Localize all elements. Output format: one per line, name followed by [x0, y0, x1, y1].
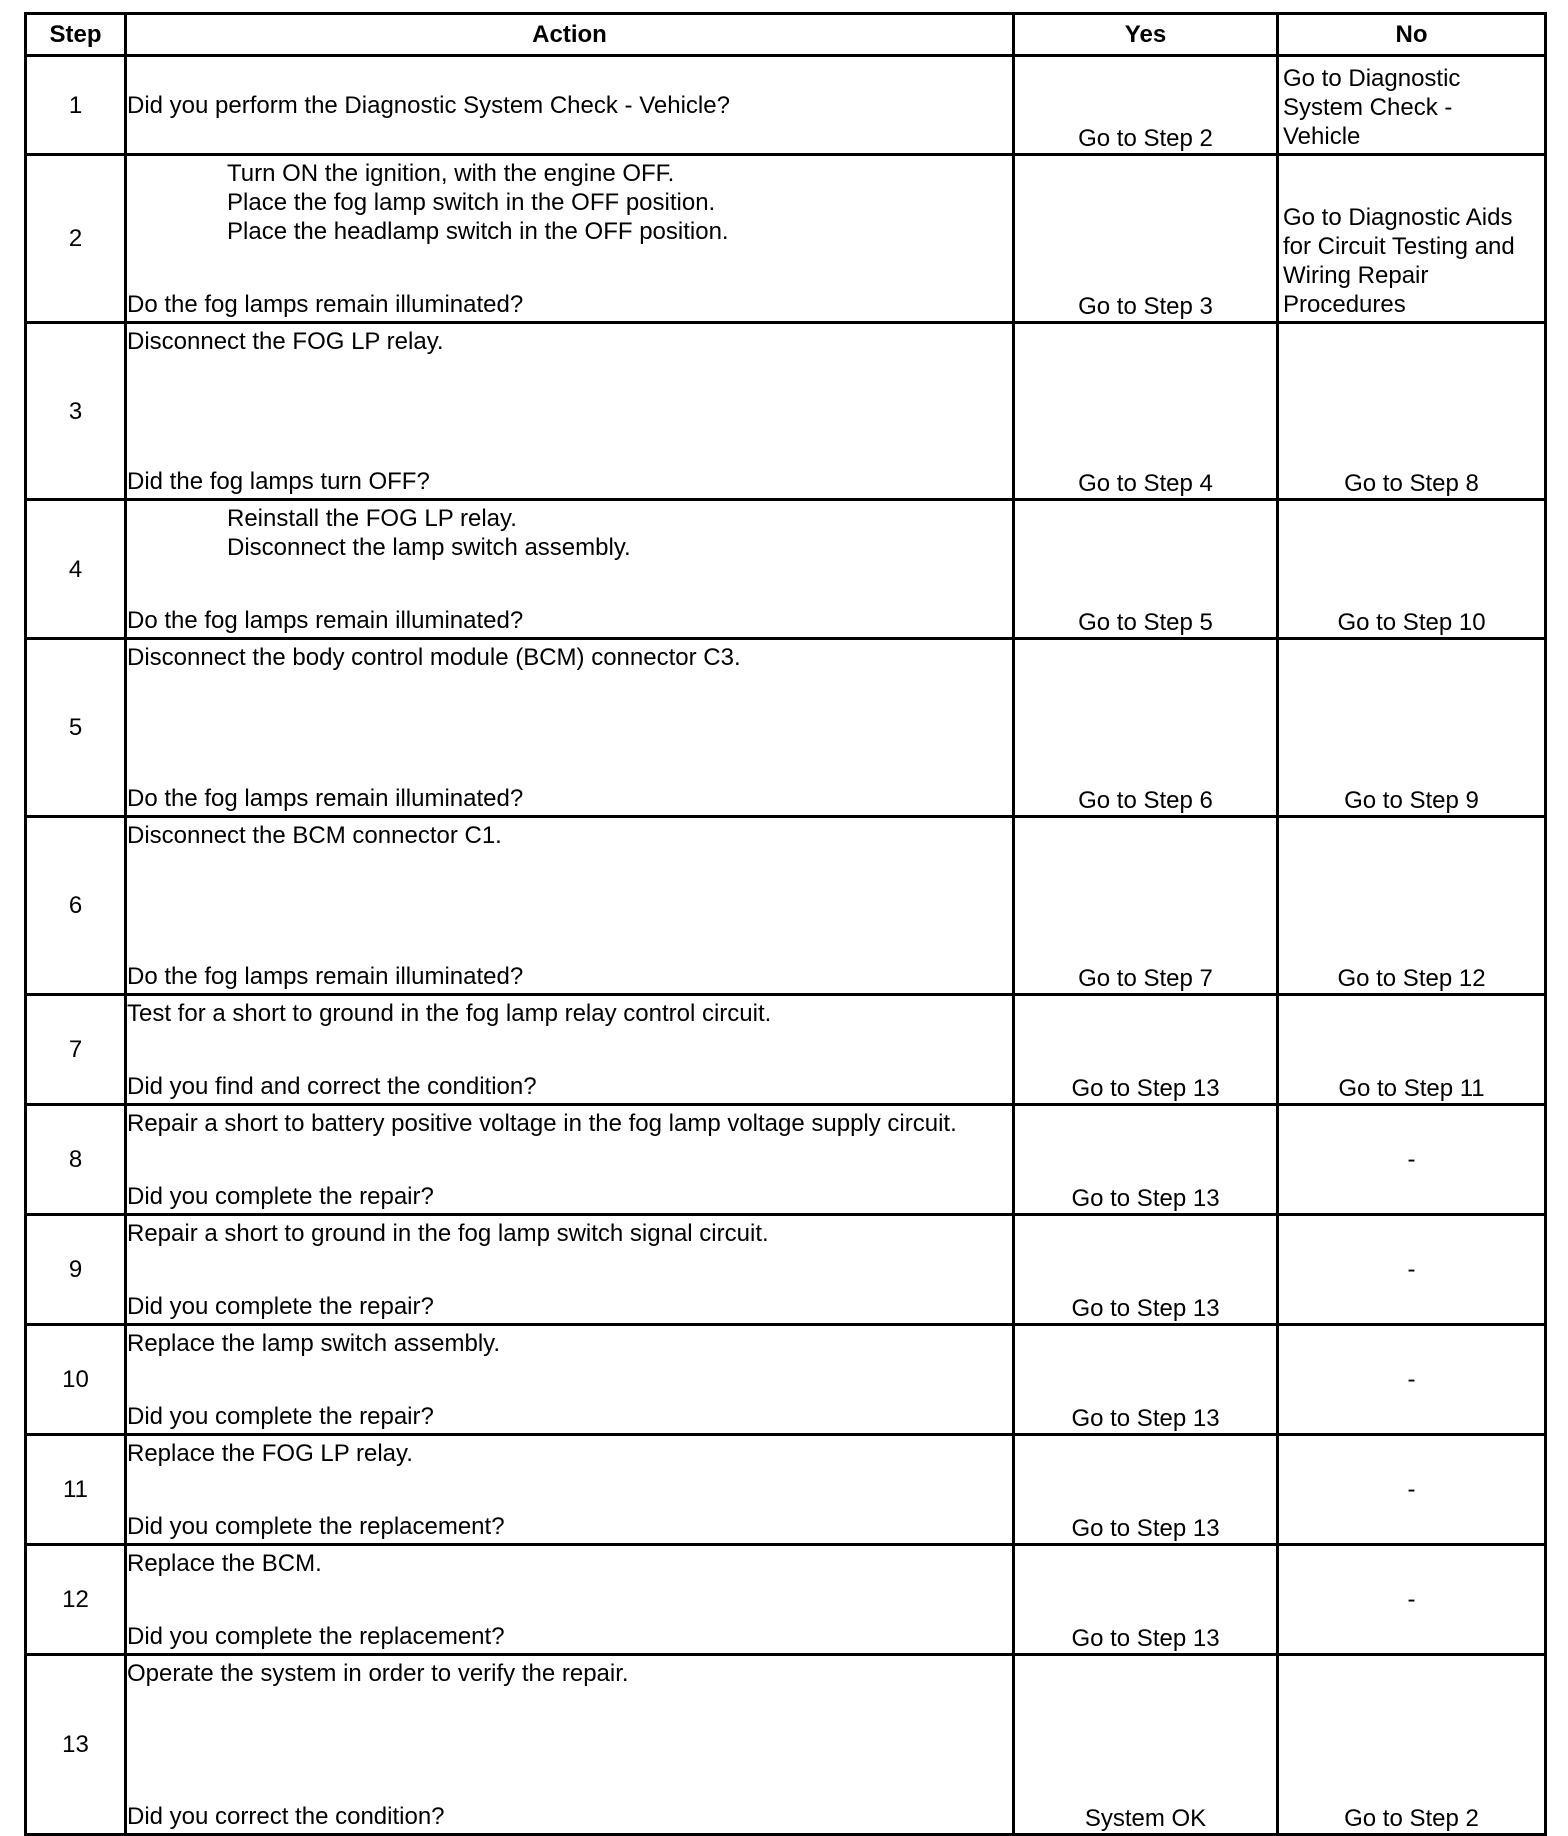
- yes-cell: Go to Step 13: [1014, 1215, 1278, 1325]
- no-line: Procedures: [1283, 291, 1406, 318]
- action-cell: [126, 500, 1014, 639]
- no-cell: Go to Step 8: [1278, 323, 1546, 500]
- no-cell: -: [1278, 1325, 1546, 1435]
- no-line: Go to Diagnostic Aids: [1283, 204, 1513, 231]
- table-row: [26, 56, 1546, 155]
- action-question: Do the fog lamps remain illuminated?: [127, 785, 524, 812]
- table-row: [26, 1435, 1546, 1545]
- table-row: [26, 1325, 1546, 1435]
- step-number: 13: [26, 1655, 126, 1835]
- yes-cell: Go to Step 13: [1014, 1435, 1278, 1545]
- no-cell: Go to Step 9: [1278, 639, 1546, 817]
- yes-cell: Go to Step 6: [1014, 639, 1278, 817]
- table-row: [26, 323, 1546, 500]
- action-instruction: Place the headlamp switch in the OFF position.: [227, 218, 729, 245]
- table-row: [26, 1545, 1546, 1655]
- no-cell: Go to Step 11: [1278, 995, 1546, 1105]
- diagnostic-table: [24, 12, 1547, 1836]
- step-number: 12: [26, 1545, 126, 1655]
- action-question: Did you complete the replacement?: [127, 1513, 505, 1540]
- yes-cell: Go to Step 5: [1014, 500, 1278, 639]
- action-instruction: Disconnect the BCM connector C1.: [127, 822, 502, 849]
- action-instruction: Reinstall the FOG LP relay.: [227, 505, 517, 532]
- table-row: [26, 639, 1546, 817]
- header-row: [26, 14, 1546, 56]
- action-cell: [126, 1325, 1014, 1435]
- action-cell: [126, 1655, 1014, 1835]
- action-question: Did you perform the Diagnostic System Check - Vehicle?: [127, 91, 730, 119]
- step-number: 6: [26, 817, 126, 995]
- action-instruction: Operate the system in order to verify the repair.: [127, 1660, 629, 1687]
- yes-cell: Go to Step 3: [1014, 155, 1278, 323]
- yes-cell: Go to Step 13: [1014, 1545, 1278, 1655]
- table-row: [26, 500, 1546, 639]
- header-yes: Yes: [1014, 14, 1278, 56]
- no-line: for Circuit Testing and: [1283, 233, 1515, 260]
- action-instruction: Test for a short to ground in the fog lamp relay control circuit.: [127, 1000, 772, 1027]
- action-question: Did you complete the repair?: [127, 1293, 434, 1320]
- action-instruction: Turn ON the ignition, with the engine OFF.: [227, 160, 675, 187]
- action-cell: [126, 1435, 1014, 1545]
- action-instruction: Repair a short to battery positive voltage in the fog lamp voltage supply circuit.: [127, 1110, 957, 1137]
- action-cell: [126, 817, 1014, 995]
- action-instruction: Disconnect the body control module (BCM) connector C3.: [127, 644, 741, 671]
- action-cell: [126, 995, 1014, 1105]
- table-row: [26, 1655, 1546, 1835]
- action-cell: [126, 1545, 1014, 1655]
- no-cell: Go to Step 12: [1278, 817, 1546, 995]
- table-row: [26, 155, 1546, 323]
- step-number: 5: [26, 639, 126, 817]
- action-question: Do the fog lamps remain illuminated?: [127, 963, 524, 990]
- no-cell: -: [1278, 1545, 1546, 1655]
- no-line: System Check -: [1283, 94, 1453, 121]
- action-cell: [126, 639, 1014, 817]
- action-question: Do the fog lamps remain illuminated?: [127, 291, 524, 318]
- no-cell: -: [1278, 1215, 1546, 1325]
- action-cell: [126, 56, 1014, 155]
- yes-cell: Go to Step 13: [1014, 995, 1278, 1105]
- yes-cell: Go to Step 13: [1014, 1325, 1278, 1435]
- step-number: 8: [26, 1105, 126, 1215]
- action-question: Did the fog lamps turn OFF?: [127, 468, 430, 495]
- yes-cell: Go to Step 2: [1014, 56, 1278, 155]
- step-number: 7: [26, 995, 126, 1105]
- table-row: [26, 817, 1546, 995]
- step-number: 4: [26, 500, 126, 639]
- no-cell: [1278, 56, 1546, 155]
- action-instruction: Replace the FOG LP relay.: [127, 1440, 413, 1467]
- header-action: Action: [126, 14, 1014, 56]
- action-cell: [126, 323, 1014, 500]
- no-cell: -: [1278, 1435, 1546, 1545]
- table-row: [26, 995, 1546, 1105]
- action-cell: [126, 1215, 1014, 1325]
- table-row: [26, 1105, 1546, 1215]
- no-line: Go to Diagnostic: [1283, 65, 1461, 92]
- yes-cell: System OK: [1014, 1655, 1278, 1835]
- action-instruction: Disconnect the lamp switch assembly.: [227, 534, 631, 561]
- table-row: [26, 1215, 1546, 1325]
- action-instruction: Repair a short to ground in the fog lamp switch signal circuit.: [127, 1220, 769, 1247]
- action-question: Did you complete the repair?: [127, 1183, 434, 1210]
- action-question: Did you find and correct the condition?: [127, 1073, 537, 1100]
- action-question: Did you complete the replacement?: [127, 1623, 505, 1650]
- action-question: Did you complete the repair?: [127, 1403, 434, 1430]
- action-instruction: Disconnect the FOG LP relay.: [127, 328, 444, 355]
- step-number: 3: [26, 323, 126, 500]
- no-line: Vehicle: [1283, 123, 1361, 150]
- step-number: 9: [26, 1215, 126, 1325]
- step-number: 1: [26, 56, 126, 155]
- yes-cell: Go to Step 7: [1014, 817, 1278, 995]
- yes-cell: Go to Step 4: [1014, 323, 1278, 500]
- action-instruction: Place the fog lamp switch in the OFF position.: [227, 189, 716, 216]
- action-cell: [126, 1105, 1014, 1215]
- no-cell: Go to Step 10: [1278, 500, 1546, 639]
- action-question: Do the fog lamps remain illuminated?: [127, 607, 524, 634]
- step-number: 11: [26, 1435, 126, 1545]
- no-line: Wiring Repair: [1283, 262, 1429, 289]
- action-instruction: Replace the BCM.: [127, 1550, 322, 1577]
- header-no: No: [1278, 14, 1546, 56]
- action-instruction: Replace the lamp switch assembly.: [127, 1330, 501, 1357]
- no-cell: [1278, 155, 1546, 323]
- yes-cell: Go to Step 13: [1014, 1105, 1278, 1215]
- action-question: Did you correct the condition?: [127, 1803, 445, 1830]
- no-cell: Go to Step 2: [1278, 1655, 1546, 1835]
- action-cell: [126, 155, 1014, 323]
- step-number: 10: [26, 1325, 126, 1435]
- no-cell: -: [1278, 1105, 1546, 1215]
- header-step: Step: [26, 14, 126, 56]
- step-number: 2: [26, 155, 126, 323]
